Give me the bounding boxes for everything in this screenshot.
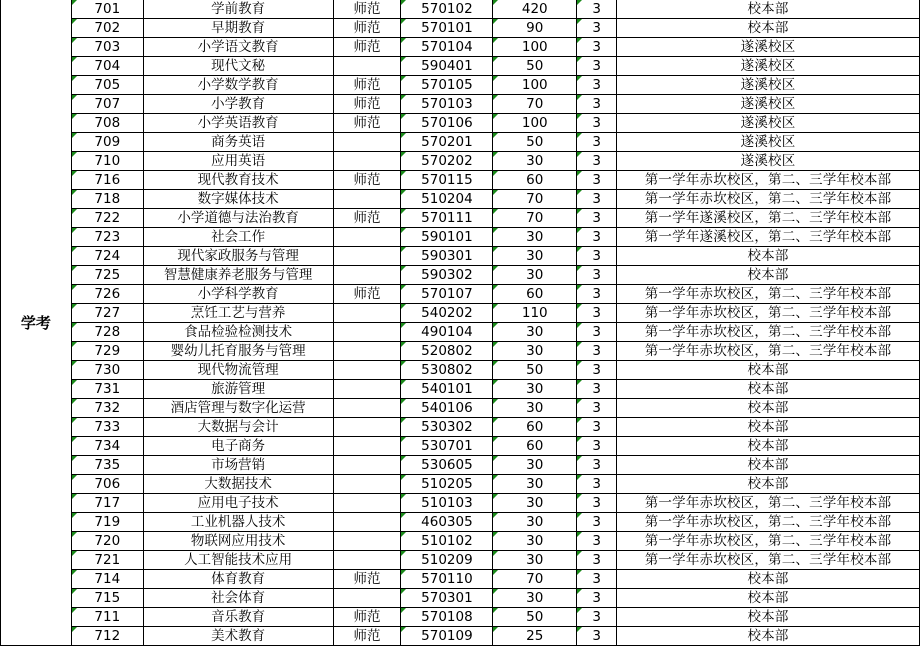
major-number-cell[interactable]: 702 <box>71 19 143 38</box>
major-name-cell[interactable]: 美术教育 <box>143 627 333 646</box>
plan-count-cell[interactable]: 30 <box>493 247 577 266</box>
major-number-cell[interactable]: 714 <box>71 570 143 589</box>
campus-location-cell[interactable]: 校本部 <box>617 570 920 589</box>
campus-location-cell[interactable]: 校本部 <box>617 361 920 380</box>
campus-location-cell[interactable]: 校本部 <box>617 589 920 608</box>
program-type-cell[interactable]: 师范 <box>333 0 401 19</box>
major-number-cell[interactable]: 718 <box>71 190 143 209</box>
table-row <box>1 323 920 342</box>
table-row <box>1 494 920 513</box>
campus-location-cell[interactable]: 校本部 <box>617 437 920 456</box>
major-name-cell[interactable]: 烹饪工艺与营养 <box>143 304 333 323</box>
study-years-cell[interactable]: 3 <box>577 133 617 152</box>
campus-location-cell[interactable]: 第一学年赤坎校区，第二、三学年校本部 <box>617 190 920 209</box>
major-name-cell[interactable]: 电子商务 <box>143 437 333 456</box>
major-number-cell[interactable]: 709 <box>71 133 143 152</box>
study-years-cell[interactable]: 3 <box>577 570 617 589</box>
major-name-cell[interactable]: 商务英语 <box>143 133 333 152</box>
program-type-cell[interactable] <box>333 304 401 323</box>
major-number-cell[interactable]: 730 <box>71 361 143 380</box>
campus-location-cell[interactable]: 遂溪校区 <box>617 38 920 57</box>
study-years-cell[interactable]: 3 <box>577 171 617 190</box>
major-number-cell[interactable]: 712 <box>71 627 143 646</box>
major-number-cell[interactable]: 725 <box>71 266 143 285</box>
campus-location-cell[interactable]: 校本部 <box>617 247 920 266</box>
study-years-cell[interactable]: 3 <box>577 513 617 532</box>
program-type-cell[interactable] <box>333 532 401 551</box>
campus-location-cell[interactable]: 第一学年赤坎校区，第二、三学年校本部 <box>617 323 920 342</box>
plan-count-cell[interactable]: 30 <box>493 513 577 532</box>
campus-location-cell[interactable]: 第一学年赤坎校区，第二、三学年校本部 <box>617 532 920 551</box>
program-type-cell[interactable]: 师范 <box>333 570 401 589</box>
major-code-cell[interactable]: 570202 <box>401 152 493 171</box>
major-code-cell[interactable]: 530802 <box>401 361 493 380</box>
plan-count-cell[interactable]: 420 <box>493 0 577 19</box>
program-type-cell[interactable] <box>333 152 401 171</box>
major-number-cell[interactable]: 716 <box>71 171 143 190</box>
table-row <box>1 0 920 19</box>
major-name-cell[interactable]: 数字媒体技术 <box>143 190 333 209</box>
campus-location-cell[interactable]: 第一学年遂溪校区，第二、三学年校本部 <box>617 228 920 247</box>
major-name-cell[interactable]: 酒店管理与数字化运营 <box>143 399 333 418</box>
major-name-cell[interactable]: 体育教育 <box>143 570 333 589</box>
program-type-cell[interactable]: 师范 <box>333 209 401 228</box>
program-type-cell[interactable] <box>333 437 401 456</box>
major-name-cell[interactable]: 音乐教育 <box>143 608 333 627</box>
campus-location-cell[interactable]: 第一学年赤坎校区，第二、三学年校本部 <box>617 285 920 304</box>
study-years-cell[interactable]: 3 <box>577 342 617 361</box>
major-number-cell[interactable]: 731 <box>71 380 143 399</box>
major-code-cell[interactable]: 570103 <box>401 95 493 114</box>
major-number-cell[interactable]: 706 <box>71 475 143 494</box>
study-years-cell[interactable]: 3 <box>577 589 617 608</box>
major-number-cell[interactable]: 722 <box>71 209 143 228</box>
plan-count-cell[interactable]: 30 <box>493 380 577 399</box>
plan-count-cell[interactable]: 30 <box>493 266 577 285</box>
program-type-cell[interactable] <box>333 323 401 342</box>
study-years-cell[interactable]: 3 <box>577 456 617 475</box>
table-row <box>1 95 920 114</box>
study-years-cell[interactable]: 3 <box>577 19 617 38</box>
plan-count-cell[interactable]: 30 <box>493 532 577 551</box>
program-type-cell[interactable]: 师范 <box>333 19 401 38</box>
major-name-cell[interactable]: 小学数学教育 <box>143 76 333 95</box>
plan-count-cell[interactable]: 30 <box>493 399 577 418</box>
major-code-cell[interactable]: 540101 <box>401 380 493 399</box>
major-number-cell[interactable]: 728 <box>71 323 143 342</box>
plan-count-cell[interactable]: 100 <box>493 38 577 57</box>
table-row <box>1 247 920 266</box>
plan-count-cell[interactable]: 50 <box>493 57 577 76</box>
major-name-cell[interactable]: 食品检验检测技术 <box>143 323 333 342</box>
major-code-cell[interactable]: 570108 <box>401 608 493 627</box>
major-name-cell[interactable]: 小学教育 <box>143 95 333 114</box>
major-number-cell[interactable]: 719 <box>71 513 143 532</box>
major-name-cell[interactable]: 社会体育 <box>143 589 333 608</box>
campus-location-cell[interactable]: 校本部 <box>617 456 920 475</box>
major-code-cell[interactable]: 590302 <box>401 266 493 285</box>
table-row <box>1 418 920 437</box>
campus-location-cell[interactable]: 第一学年赤坎校区，第二、三学年校本部 <box>617 171 920 190</box>
campus-location-cell[interactable]: 遂溪校区 <box>617 114 920 133</box>
major-code-cell[interactable]: 460305 <box>401 513 493 532</box>
program-type-cell[interactable] <box>333 342 401 361</box>
study-years-cell[interactable]: 3 <box>577 551 617 570</box>
major-name-cell[interactable]: 市场营销 <box>143 456 333 475</box>
major-code-cell[interactable]: 590301 <box>401 247 493 266</box>
program-type-cell[interactable] <box>333 247 401 266</box>
major-number-cell[interactable]: 735 <box>71 456 143 475</box>
program-type-cell[interactable]: 师范 <box>333 95 401 114</box>
major-number-cell[interactable]: 729 <box>71 342 143 361</box>
major-code-cell[interactable]: 510102 <box>401 532 493 551</box>
major-code-cell[interactable]: 510205 <box>401 475 493 494</box>
major-name-cell[interactable]: 小学语文教育 <box>143 38 333 57</box>
table-row <box>1 589 920 608</box>
major-code-cell[interactable]: 590101 <box>401 228 493 247</box>
major-name-cell[interactable]: 现代文秘 <box>143 57 333 76</box>
table-row <box>1 532 920 551</box>
major-name-cell[interactable]: 现代家政服务与管理 <box>143 247 333 266</box>
table-row <box>1 38 920 57</box>
plan-count-cell[interactable]: 60 <box>493 418 577 437</box>
program-type-cell[interactable] <box>333 494 401 513</box>
major-number-cell[interactable]: 733 <box>71 418 143 437</box>
study-years-cell[interactable]: 3 <box>577 57 617 76</box>
major-name-cell[interactable]: 现代教育技术 <box>143 171 333 190</box>
study-years-cell[interactable]: 3 <box>577 361 617 380</box>
campus-location-cell[interactable]: 遂溪校区 <box>617 76 920 95</box>
program-type-cell[interactable] <box>333 456 401 475</box>
study-years-cell[interactable]: 3 <box>577 190 617 209</box>
program-type-cell[interactable]: 师范 <box>333 627 401 646</box>
campus-location-cell[interactable]: 校本部 <box>617 418 920 437</box>
program-type-cell[interactable] <box>333 399 401 418</box>
major-code-cell[interactable]: 510103 <box>401 494 493 513</box>
plan-count-cell[interactable]: 30 <box>493 342 577 361</box>
plan-count-cell[interactable]: 60 <box>493 437 577 456</box>
table-row <box>1 475 920 494</box>
major-code-cell[interactable]: 570110 <box>401 570 493 589</box>
table-row <box>1 152 920 171</box>
table-row <box>1 399 920 418</box>
major-name-cell[interactable]: 学前教育 <box>143 0 333 19</box>
study-years-cell[interactable]: 3 <box>577 38 617 57</box>
plan-count-cell[interactable]: 25 <box>493 627 577 646</box>
plan-count-cell[interactable]: 90 <box>493 19 577 38</box>
plan-count-cell[interactable]: 60 <box>493 285 577 304</box>
major-code-cell[interactable]: 530605 <box>401 456 493 475</box>
table-row <box>1 133 920 152</box>
study-years-cell[interactable]: 3 <box>577 114 617 133</box>
major-name-cell[interactable]: 小学道德与法治教育 <box>143 209 333 228</box>
major-name-cell[interactable]: 早期教育 <box>143 19 333 38</box>
campus-location-cell[interactable]: 第一学年赤坎校区，第二、三学年校本部 <box>617 513 920 532</box>
major-name-cell[interactable]: 小学科学教育 <box>143 285 333 304</box>
plan-count-cell[interactable]: 30 <box>493 494 577 513</box>
campus-location-cell[interactable]: 第一学年遂溪校区，第二、三学年校本部 <box>617 209 920 228</box>
program-type-cell[interactable] <box>333 228 401 247</box>
major-number-cell[interactable]: 724 <box>71 247 143 266</box>
program-type-cell[interactable] <box>333 190 401 209</box>
table-row <box>1 361 920 380</box>
major-name-cell[interactable]: 大数据与会计 <box>143 418 333 437</box>
study-years-cell[interactable]: 3 <box>577 627 617 646</box>
study-years-cell[interactable]: 3 <box>577 380 617 399</box>
table-row <box>1 285 920 304</box>
table-row <box>1 171 920 190</box>
program-type-cell[interactable]: 师范 <box>333 608 401 627</box>
major-code-cell[interactable]: 570101 <box>401 19 493 38</box>
program-type-cell[interactable]: 师范 <box>333 76 401 95</box>
major-number-cell[interactable]: 726 <box>71 285 143 304</box>
major-code-cell[interactable]: 520802 <box>401 342 493 361</box>
plan-count-cell[interactable]: 30 <box>493 152 577 171</box>
plan-count-cell[interactable]: 30 <box>493 456 577 475</box>
table-row <box>1 57 920 76</box>
major-number-cell[interactable]: 707 <box>71 95 143 114</box>
table-row <box>1 228 920 247</box>
campus-location-cell[interactable]: 校本部 <box>617 19 920 38</box>
category-cell[interactable]: 学考 <box>1 0 72 646</box>
major-number-cell[interactable]: 711 <box>71 608 143 627</box>
table-body <box>1 0 920 646</box>
program-type-cell[interactable] <box>333 380 401 399</box>
plan-count-cell[interactable]: 70 <box>493 190 577 209</box>
table-row <box>1 266 920 285</box>
program-type-cell[interactable] <box>333 513 401 532</box>
table-row <box>1 437 920 456</box>
major-number-cell[interactable]: 708 <box>71 114 143 133</box>
major-number-cell[interactable]: 701 <box>71 0 143 19</box>
campus-location-cell[interactable]: 遂溪校区 <box>617 57 920 76</box>
major-code-cell[interactable]: 530701 <box>401 437 493 456</box>
plan-count-cell[interactable]: 110 <box>493 304 577 323</box>
program-type-cell[interactable]: 师范 <box>333 114 401 133</box>
major-number-cell[interactable]: 720 <box>71 532 143 551</box>
study-years-cell[interactable]: 3 <box>577 209 617 228</box>
major-number-cell[interactable]: 705 <box>71 76 143 95</box>
plan-count-cell[interactable]: 70 <box>493 570 577 589</box>
study-years-cell[interactable]: 3 <box>577 152 617 171</box>
major-number-cell[interactable]: 703 <box>71 38 143 57</box>
plan-count-cell[interactable]: 100 <box>493 76 577 95</box>
table-row <box>1 76 920 95</box>
major-name-cell[interactable]: 物联网应用技术 <box>143 532 333 551</box>
major-code-cell[interactable]: 590401 <box>401 57 493 76</box>
major-code-cell[interactable]: 540106 <box>401 399 493 418</box>
plan-count-cell[interactable]: 30 <box>493 589 577 608</box>
study-years-cell[interactable]: 3 <box>577 323 617 342</box>
campus-location-cell[interactable]: 遂溪校区 <box>617 133 920 152</box>
study-years-cell[interactable]: 3 <box>577 304 617 323</box>
plan-count-cell[interactable]: 50 <box>493 133 577 152</box>
major-name-cell[interactable]: 智慧健康养老服务与管理 <box>143 266 333 285</box>
campus-location-cell[interactable]: 校本部 <box>617 0 920 19</box>
campus-location-cell[interactable]: 校本部 <box>617 475 920 494</box>
study-years-cell[interactable]: 3 <box>577 0 617 19</box>
major-number-cell[interactable]: 727 <box>71 304 143 323</box>
table-row <box>1 627 920 646</box>
plan-count-cell[interactable]: 30 <box>493 475 577 494</box>
plan-count-cell[interactable]: 70 <box>493 209 577 228</box>
major-name-cell[interactable]: 小学英语教育 <box>143 114 333 133</box>
campus-location-cell[interactable]: 校本部 <box>617 380 920 399</box>
major-name-cell[interactable]: 婴幼儿托育服务与管理 <box>143 342 333 361</box>
study-years-cell[interactable]: 3 <box>577 228 617 247</box>
campus-location-cell[interactable]: 第一学年赤坎校区，第二、三学年校本部 <box>617 304 920 323</box>
major-name-cell[interactable]: 应用英语 <box>143 152 333 171</box>
table-row <box>1 342 920 361</box>
major-code-cell[interactable]: 530302 <box>401 418 493 437</box>
major-code-cell[interactable]: 570201 <box>401 133 493 152</box>
table-row <box>1 456 920 475</box>
major-number-cell[interactable]: 723 <box>71 228 143 247</box>
major-code-cell[interactable]: 570109 <box>401 627 493 646</box>
table-row <box>1 209 920 228</box>
major-code-cell[interactable]: 570107 <box>401 285 493 304</box>
campus-location-cell[interactable]: 遂溪校区 <box>617 152 920 171</box>
major-number-cell[interactable]: 715 <box>71 589 143 608</box>
major-number-cell[interactable]: 721 <box>71 551 143 570</box>
major-name-cell[interactable]: 社会工作 <box>143 228 333 247</box>
campus-location-cell[interactable]: 校本部 <box>617 627 920 646</box>
campus-location-cell[interactable]: 遂溪校区 <box>617 95 920 114</box>
major-number-cell[interactable]: 734 <box>71 437 143 456</box>
table-row <box>1 551 920 570</box>
study-years-cell[interactable]: 3 <box>577 494 617 513</box>
program-type-cell[interactable] <box>333 589 401 608</box>
study-years-cell[interactable]: 3 <box>577 608 617 627</box>
program-type-cell[interactable] <box>333 57 401 76</box>
program-type-cell[interactable]: 师范 <box>333 285 401 304</box>
table-row <box>1 190 920 209</box>
study-years-cell[interactable]: 3 <box>577 399 617 418</box>
table-row <box>1 304 920 323</box>
major-name-cell[interactable]: 应用电子技术 <box>143 494 333 513</box>
major-number-cell[interactable]: 704 <box>71 57 143 76</box>
study-years-cell[interactable]: 3 <box>577 76 617 95</box>
major-number-cell[interactable]: 732 <box>71 399 143 418</box>
table-row <box>1 380 920 399</box>
table-row <box>1 570 920 589</box>
plan-count-cell[interactable]: 50 <box>493 361 577 380</box>
major-number-cell[interactable]: 710 <box>71 152 143 171</box>
campus-location-cell[interactable]: 校本部 <box>617 399 920 418</box>
major-number-cell[interactable]: 717 <box>71 494 143 513</box>
plan-count-cell[interactable]: 30 <box>493 228 577 247</box>
major-name-cell[interactable]: 旅游管理 <box>143 380 333 399</box>
table-row <box>1 513 920 532</box>
major-code-cell[interactable]: 570106 <box>401 114 493 133</box>
major-code-cell[interactable]: 570105 <box>401 76 493 95</box>
study-years-cell[interactable]: 3 <box>577 266 617 285</box>
major-name-cell[interactable]: 人工智能技术应用 <box>143 551 333 570</box>
plan-count-cell[interactable]: 100 <box>493 114 577 133</box>
plan-count-cell[interactable]: 60 <box>493 171 577 190</box>
major-name-cell[interactable]: 工业机器人技术 <box>143 513 333 532</box>
major-code-cell[interactable]: 570104 <box>401 38 493 57</box>
program-type-cell[interactable]: 师范 <box>333 171 401 190</box>
campus-location-cell[interactable]: 第一学年赤坎校区，第二、三学年校本部 <box>617 494 920 513</box>
study-years-cell[interactable]: 3 <box>577 437 617 456</box>
major-code-cell[interactable]: 570301 <box>401 589 493 608</box>
campus-location-cell[interactable]: 校本部 <box>617 266 920 285</box>
program-type-cell[interactable] <box>333 361 401 380</box>
campus-location-cell[interactable]: 第一学年赤坎校区，第二、三学年校本部 <box>617 551 920 570</box>
major-code-cell[interactable]: 570111 <box>401 209 493 228</box>
program-type-cell[interactable]: 师范 <box>333 38 401 57</box>
table-row <box>1 608 920 627</box>
program-type-cell[interactable] <box>333 266 401 285</box>
campus-location-cell[interactable]: 校本部 <box>617 608 920 627</box>
major-code-cell[interactable]: 540202 <box>401 304 493 323</box>
plan-count-cell[interactable]: 70 <box>493 95 577 114</box>
major-code-cell[interactable]: 490104 <box>401 323 493 342</box>
plan-count-cell[interactable]: 30 <box>493 551 577 570</box>
table-row <box>1 19 920 38</box>
major-code-cell[interactable]: 570115 <box>401 171 493 190</box>
program-type-cell[interactable] <box>333 475 401 494</box>
major-code-cell[interactable]: 570102 <box>401 0 493 19</box>
program-type-cell[interactable] <box>333 418 401 437</box>
study-years-cell[interactable]: 3 <box>577 475 617 494</box>
study-years-cell[interactable]: 3 <box>577 285 617 304</box>
study-years-cell[interactable]: 3 <box>577 418 617 437</box>
program-type-cell[interactable] <box>333 133 401 152</box>
campus-location-cell[interactable]: 第一学年赤坎校区，第二、三学年校本部 <box>617 342 920 361</box>
major-name-cell[interactable]: 大数据技术 <box>143 475 333 494</box>
major-code-cell[interactable]: 510209 <box>401 551 493 570</box>
table-row <box>1 114 920 133</box>
study-years-cell[interactable]: 3 <box>577 247 617 266</box>
program-type-cell[interactable] <box>333 551 401 570</box>
plan-count-cell[interactable]: 30 <box>493 323 577 342</box>
major-code-cell[interactable]: 510204 <box>401 190 493 209</box>
study-years-cell[interactable]: 3 <box>577 532 617 551</box>
plan-count-cell[interactable]: 50 <box>493 608 577 627</box>
major-name-cell[interactable]: 现代物流管理 <box>143 361 333 380</box>
study-years-cell[interactable]: 3 <box>577 95 617 114</box>
